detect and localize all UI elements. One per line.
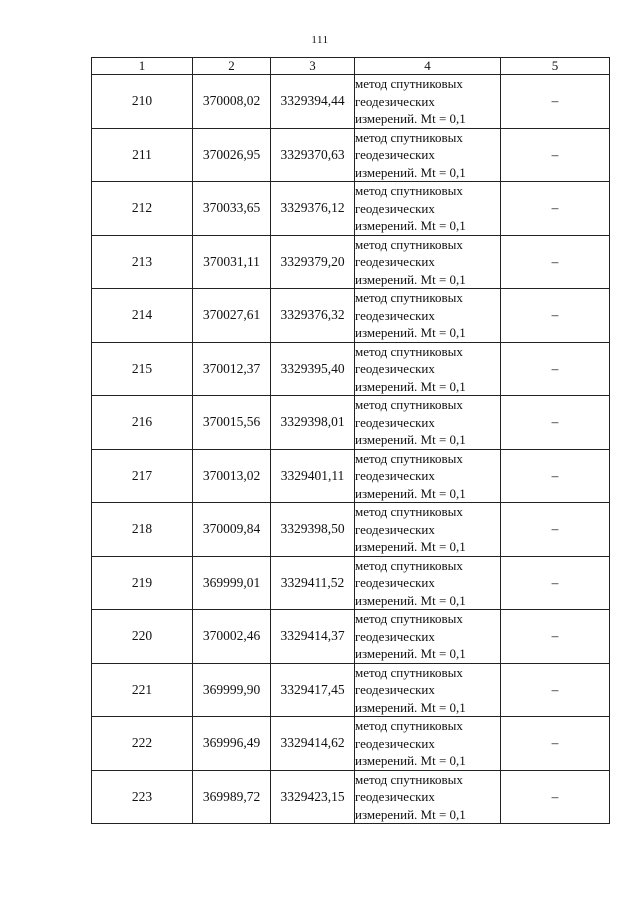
x-coordinate-cell: 370031,11	[193, 235, 271, 289]
y-coordinate-cell: 3329376,32	[271, 289, 355, 343]
y-coordinate-cell: 3329414,62	[271, 717, 355, 771]
y-coordinate-cell: 3329417,45	[271, 663, 355, 717]
method-text-line: метод спутниковых	[355, 718, 463, 733]
table-row	[92, 342, 610, 396]
point-number-cell: 214	[92, 289, 193, 343]
table-row	[92, 128, 610, 182]
column-5-cell: –	[501, 75, 610, 129]
method-cell	[355, 717, 501, 771]
table-row	[92, 396, 610, 450]
method-cell	[355, 128, 501, 182]
method-text-line: измерений. Mt = 0,1	[355, 539, 466, 554]
method-text-line: измерений. Mt = 0,1	[355, 111, 466, 126]
method-text-line: метод спутниковых	[355, 504, 463, 519]
column-header-5: 5	[501, 58, 610, 75]
method-text-line: геодезических	[355, 307, 435, 323]
method-cell	[355, 75, 501, 129]
table-header-row	[92, 58, 610, 75]
y-coordinate-cell: 3329370,63	[271, 128, 355, 182]
method-text-line: метод спутниковых	[355, 290, 463, 305]
table-row	[92, 182, 610, 236]
method-text-line: метод спутниковых	[355, 664, 463, 680]
column-header-1: 1	[92, 58, 193, 75]
table-row	[92, 235, 610, 289]
point-number-cell: 217	[92, 449, 193, 503]
column-5-cell: –	[501, 717, 610, 771]
column-5-cell: –	[501, 663, 610, 717]
point-number-cell: 212	[92, 182, 193, 236]
column-5-cell: –	[501, 503, 610, 557]
method-text-line: метод спутниковых	[355, 397, 463, 412]
method-cell	[355, 663, 501, 717]
method-text-line: измерений. Mt = 0,1	[355, 699, 466, 715]
column-5-cell: –	[501, 449, 610, 503]
table-row	[92, 770, 610, 824]
column-5-cell: –	[501, 128, 610, 182]
method-cell	[355, 770, 501, 824]
column-5-cell: –	[501, 182, 610, 236]
x-coordinate-cell: 369989,72	[193, 770, 271, 824]
table-row	[92, 556, 610, 610]
point-number-cell: 221	[92, 663, 193, 717]
y-coordinate-cell: 3329401,11	[271, 449, 355, 503]
method-text-line: метод спутниковых	[355, 611, 463, 626]
point-number-cell: 216	[92, 396, 193, 450]
point-number-cell: 215	[92, 342, 193, 396]
x-coordinate-cell: 370008,02	[193, 75, 271, 129]
table-row	[92, 663, 610, 717]
table-row	[92, 503, 610, 557]
y-coordinate-cell: 3329423,15	[271, 770, 355, 824]
column-header-4: 4	[355, 58, 501, 75]
coordinates-table	[91, 57, 610, 824]
method-text-line: геодезических	[355, 468, 435, 483]
method-text-line: метод спутниковых	[355, 183, 463, 198]
method-text-line: геодезических	[355, 147, 435, 162]
method-text-line: геодезических	[355, 254, 435, 269]
table-row	[92, 610, 610, 664]
method-text-line: измерений. Mt = 0,1	[355, 378, 466, 394]
x-coordinate-cell: 370015,56	[193, 396, 271, 450]
method-text-line: геодезических	[355, 789, 435, 804]
x-coordinate-cell: 370026,95	[193, 128, 271, 182]
point-number-cell: 211	[92, 128, 193, 182]
y-coordinate-cell: 3329376,12	[271, 182, 355, 236]
method-text-line: геодезических	[355, 414, 435, 430]
method-text-line: геодезических	[355, 735, 435, 751]
x-coordinate-cell: 370009,84	[193, 503, 271, 557]
method-text-line: измерений. Mt = 0,1	[355, 325, 466, 340]
method-text-line: геодезических	[355, 575, 435, 590]
method-text-line: геодезических	[355, 361, 435, 376]
method-cell	[355, 396, 501, 450]
page-number: 111	[311, 34, 329, 46]
method-text-line: метод спутниковых	[355, 343, 463, 359]
y-coordinate-cell: 3329395,40	[271, 342, 355, 396]
method-cell	[355, 503, 501, 557]
y-coordinate-cell: 3329379,20	[271, 235, 355, 289]
method-cell	[355, 556, 501, 610]
method-text-line: измерений. Mt = 0,1	[355, 592, 466, 608]
point-number-cell: 220	[92, 610, 193, 664]
table-row	[92, 717, 610, 771]
method-cell	[355, 235, 501, 289]
column-5-cell: –	[501, 289, 610, 343]
y-coordinate-cell: 3329394,44	[271, 75, 355, 129]
column-header-3: 3	[271, 58, 355, 75]
method-text-line: метод спутниковых	[355, 236, 463, 252]
method-text-line: метод спутниковых	[355, 557, 463, 573]
method-text-line: измерений. Mt = 0,1	[355, 646, 466, 661]
x-coordinate-cell: 369996,49	[193, 717, 271, 771]
point-number-cell: 223	[92, 770, 193, 824]
table-row	[92, 289, 610, 343]
x-coordinate-cell: 370012,37	[193, 342, 271, 396]
column-header-2: 2	[193, 58, 271, 75]
method-text-line: метод спутниковых	[355, 129, 463, 145]
method-text-line: геодезических	[355, 200, 435, 216]
column-5-cell: –	[501, 770, 610, 824]
method-cell	[355, 289, 501, 343]
method-text-line: метод спутниковых	[355, 76, 463, 91]
y-coordinate-cell: 3329398,01	[271, 396, 355, 450]
point-number-cell: 210	[92, 75, 193, 129]
method-text-line: измерений. Mt = 0,1	[355, 164, 466, 180]
method-text-line: метод спутниковых	[355, 450, 463, 466]
y-coordinate-cell: 3329411,52	[271, 556, 355, 610]
method-cell	[355, 342, 501, 396]
x-coordinate-cell: 370027,61	[193, 289, 271, 343]
point-number-cell: 218	[92, 503, 193, 557]
point-number-cell: 219	[92, 556, 193, 610]
column-5-cell: –	[501, 235, 610, 289]
x-coordinate-cell: 369999,90	[193, 663, 271, 717]
x-coordinate-cell: 370013,02	[193, 449, 271, 503]
method-text-line: измерений. Mt = 0,1	[355, 753, 466, 768]
point-number-cell: 213	[92, 235, 193, 289]
x-coordinate-cell: 370002,46	[193, 610, 271, 664]
table-row	[92, 75, 610, 129]
method-cell	[355, 610, 501, 664]
method-text-line: метод спутниковых	[355, 771, 463, 787]
x-coordinate-cell: 370033,65	[193, 182, 271, 236]
method-text-line: геодезических	[355, 521, 435, 537]
method-text-line: измерений. Mt = 0,1	[355, 432, 466, 447]
method-text-line: измерений. Mt = 0,1	[355, 806, 466, 822]
column-5-cell: –	[501, 396, 610, 450]
method-cell	[355, 449, 501, 503]
method-text-line: измерений. Mt = 0,1	[355, 218, 466, 233]
method-text-line: измерений. Mt = 0,1	[355, 485, 466, 501]
point-number-cell: 222	[92, 717, 193, 771]
method-text-line: геодезических	[355, 682, 435, 697]
column-5-cell: –	[501, 342, 610, 396]
y-coordinate-cell: 3329414,37	[271, 610, 355, 664]
column-5-cell: –	[501, 556, 610, 610]
table-row	[92, 449, 610, 503]
method-text-line: измерений. Mt = 0,1	[355, 271, 466, 287]
y-coordinate-cell: 3329398,50	[271, 503, 355, 557]
method-cell	[355, 182, 501, 236]
column-5-cell: –	[501, 610, 610, 664]
x-coordinate-cell: 369999,01	[193, 556, 271, 610]
method-text-line: геодезических	[355, 628, 435, 644]
method-text-line: геодезических	[355, 93, 435, 109]
